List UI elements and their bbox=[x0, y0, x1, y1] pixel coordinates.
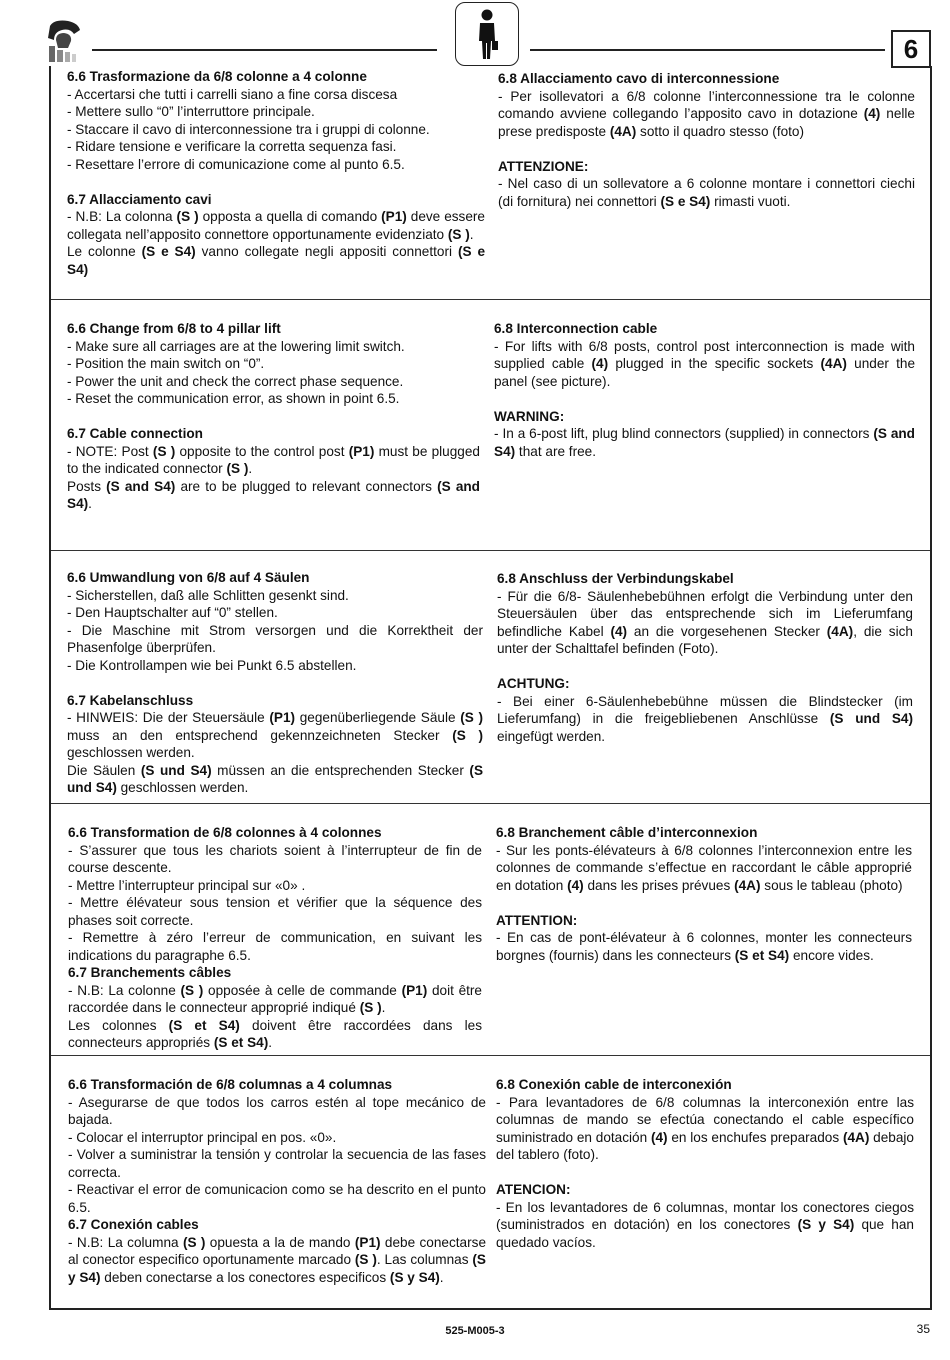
instruction-paragraph: - Für die 6/8- Säulenhebebühnen erfolgt die Verbindung unter den Steuersäulen über das entsprechende sich im Lieferumfang befindliche Kabel (4) an die vorgesehenen Stecker (4A), die sich unter der Schalttafel befinden (Foto). bbox=[497, 588, 913, 656]
instruction-paragraph: Posts (S and S4) are to be plugged to relevant connectors (S and S4). bbox=[67, 478, 480, 511]
instruction-paragraph: - For lifts with 6/8 posts, control post interconnection is made with supplied cable (4) plugged in the specific sockets (4A) under the panel (see picture). bbox=[494, 338, 916, 389]
instruction-line: - Position the main switch on “0”. bbox=[67, 356, 265, 371]
instruction-line: - Remettre à zéro l’erreur de communication, en suivant les indications du paragraphe 6.5. bbox=[68, 930, 482, 963]
english-left-column bbox=[67, 320, 480, 513]
warning-heading: ATTENZIONE: bbox=[498, 158, 589, 174]
spanish-left-column bbox=[68, 1076, 486, 1286]
instruction-line: - Resettare l’errore di comunicazione come al punto 6.5. bbox=[67, 156, 405, 172]
italian-right-column bbox=[498, 70, 915, 210]
warning-text: - En cas de pont-élévateur à 6 colonnes, monter les connecteurs borgnes (fournis) dans les connecteurs (S et S4) encore vides. bbox=[496, 930, 912, 963]
instruction-line: - Make sure all carriages are at the lowering limit switch. bbox=[67, 338, 405, 354]
chapter-number: 6 bbox=[891, 30, 931, 68]
instruction-line: - Mettere sullo “0” l’interruttore principale. bbox=[67, 104, 315, 119]
warning-text: - En los levantadores de 6 columnas, montar los conectores ciegos (suministrados en dotación) en los conectores (S y S4) que han quedado vacíos. bbox=[496, 1199, 914, 1250]
german-left-column bbox=[67, 569, 483, 797]
instruction-paragraph: - NOTE: Post (S ) opposite to the control post (P1) must be plugged to the indicated connector (S ). bbox=[67, 443, 480, 476]
instruction-line: - Accertarsi che tutti i carrelli siano a fine corsa discesa bbox=[67, 86, 398, 102]
spanish-right-column bbox=[496, 1076, 914, 1251]
german-right-column bbox=[497, 570, 913, 745]
english-right-column bbox=[494, 320, 915, 460]
section-heading: 6.6 Change from 6/8 to 4 pillar lift bbox=[67, 321, 281, 336]
instruction-paragraph: - N.B: La colonna (S ) opposta a quella di comando (P1) deve essere collegata nell’apposito connettore opportunamente evidenziato (S ). bbox=[67, 209, 485, 242]
instruction-line: - Asegurarse de que todos los carros estén al tope mecánico de bajada. bbox=[68, 1094, 486, 1127]
instruction-paragraph: Le colonne (S e S4) vanno collegate negli appositi connettori (S e S4) bbox=[67, 244, 486, 277]
instruction-paragraph: Die Säulen (S und S4) müssen an die entsprechenden Stecker (S und S4) geschlossen werden. bbox=[67, 762, 484, 795]
instruction-paragraph: - Para levantadores de 6/8 columnas la interconexión entre las columnas de mando se efectúa conectando el cable específico suministrado en dotación (4) en los enchufes preparados (4A) debajo del tablero (foto). bbox=[496, 1094, 914, 1162]
header-rule-right bbox=[530, 49, 885, 51]
operator-box bbox=[455, 2, 519, 66]
french-left-column bbox=[68, 824, 482, 1052]
italian-left-column bbox=[67, 68, 485, 278]
section-heading: 6.7 Conexión cables bbox=[68, 1217, 199, 1232]
section-heading: 6.7 Cable connection bbox=[67, 426, 203, 441]
instruction-paragraph: - Per isollevatori a 6/8 colonne l’interconnessione tra le colonne comando avviene collegando l’apposito cavo in dotazione (4) nelle prese predisposte (4A) sotto il quadro stesso (foto) bbox=[498, 88, 915, 139]
instruction-line: - Volver a suministrar la tensión y controlar la secuencia de las fases correcta. bbox=[68, 1147, 486, 1180]
instruction-line: - Ridare tensione e verificare la corretta sequenza fasi. bbox=[67, 139, 397, 154]
section-divider bbox=[51, 1055, 930, 1056]
instruction-line: - Mettre l’interrupteur principal sur «0» . bbox=[68, 877, 306, 893]
section-heading: 6.6 Transformación de 6/8 columnas a 4 columnas bbox=[68, 1077, 393, 1092]
instruction-line: - Mettre élévateur sous tension et vérifier que la séquence des phases soit correcte. bbox=[68, 895, 482, 928]
section-heading: 6.8 Interconnection cable bbox=[494, 321, 658, 336]
warning-heading: ATENCION: bbox=[496, 1182, 571, 1197]
section-heading: 6.8 Allacciamento cavo di interconnessione bbox=[498, 71, 780, 86]
section-heading: 6.6 Transformation de 6/8 colonnes à 4 colonnes bbox=[68, 825, 382, 840]
page-number: 35 bbox=[916, 1322, 930, 1336]
warning-heading: WARNING: bbox=[494, 408, 565, 424]
instruction-paragraph: - HINWEIS: Die der Steuersäule (P1) gegenüberliegende Säule (S ) muss an den entsprechend gekennzeichneten Stecker (S ) geschlossen werden. bbox=[67, 710, 483, 760]
section-heading: 6.6 Umwandlung von 6/8 auf 4 Säulen bbox=[67, 570, 310, 585]
section-heading: 6.7 Branchements câbles bbox=[68, 965, 232, 980]
section-heading: 6.8 Branchement câble d’interconnexion bbox=[496, 825, 758, 840]
instruction-line: - Power the unit and check the correct phase sequence. bbox=[67, 373, 404, 389]
section-divider bbox=[51, 803, 930, 804]
instruction-line: - Reactivar el error de comunicacion como se ha descrito en el punto 6.5. bbox=[68, 1182, 486, 1215]
section-heading: 6.7 Kabelanschluss bbox=[67, 692, 194, 708]
section-heading: 6.8 Anschluss der Verbindungskabel bbox=[497, 571, 734, 586]
section-heading: 6.8 Conexión cable de interconexión bbox=[496, 1077, 732, 1092]
section-heading: 6.7 Allacciamento cavi bbox=[67, 191, 212, 207]
instruction-paragraph: - N.B: La columna (S ) opuesta a la de mando (P1) debe conectarse al conector especifico oportunamente marcado (S ). Las columnas (S y S4) deben conectarse a los conectores especificos (S y S4). bbox=[68, 1234, 486, 1285]
instruction-line: - Reset the communication error, as shown in point 6.5. bbox=[67, 391, 400, 406]
warning-heading: ACHTUNG: bbox=[497, 676, 570, 691]
instruction-paragraph: - N.B: La colonne (S ) opposée à celle de commande (P1) doit être raccordée dans le connecteur approprié indiqué (S ). bbox=[68, 982, 482, 1015]
warning-text: - Bei einer 6-Säulenhebebühne müssen die Blindstecker (im Lieferumfang) in die freigebliebenen Anschlüsse (S und S4) eingefügt werden. bbox=[497, 693, 913, 744]
operator-person-icon bbox=[456, 3, 518, 65]
section-divider bbox=[51, 550, 930, 551]
instruction-paragraph: Les colonnes (S et S4) doivent être raccordées dans les connecteurs appropriés (S et S4). bbox=[68, 1017, 483, 1050]
instruction-line: - Colocar el interruptor principal en pos. «0». bbox=[68, 1129, 337, 1145]
instruction-line: - Den Hauptschalter auf “0” stellen. bbox=[67, 605, 278, 620]
instruction-line: - Die Maschine mit Strom versorgen und die Korrektheit der Phasenfolge überprüfen. bbox=[67, 622, 483, 655]
document-code: 525-M005-3 bbox=[445, 1325, 505, 1337]
header-rule-left bbox=[92, 49, 437, 51]
warning-heading: ATTENTION: bbox=[496, 912, 578, 928]
warning-text: - In a 6-post lift, plug blind connectors (supplied) in connectors (S and S4) that are free. bbox=[494, 426, 915, 459]
instruction-line: - Staccare il cavo di interconnessione tra i gruppi di colonne. bbox=[67, 121, 430, 137]
instruction-line: - Sicherstellen, daß alle Schlitten gesenkt sind. bbox=[67, 587, 349, 603]
warning-text: - Nel caso di un sollevatore a 6 colonne montare i connettori ciechi (di fornitura) nei connettori (S e S4) rimasti vuoti. bbox=[498, 176, 915, 209]
brand-logo-icon bbox=[44, 18, 86, 64]
french-right-column bbox=[496, 824, 912, 964]
instruction-paragraph: - Sur les ponts-élévateurs à 6/8 colonnes l’interconnexion entre les colonnes de commande s’effectue en raccordant le câble approprié en dotation (4) dans les prises prévues (4A) sous le tableau (photo) bbox=[496, 842, 912, 893]
section-divider bbox=[51, 299, 930, 300]
instruction-line: - Die Kontrollampen wie bei Punkt 6.5 abstellen. bbox=[67, 657, 357, 673]
instruction-line: - S’assurer que tous les chariots soient à l’interrupteur de fin de course descente. bbox=[68, 842, 482, 875]
section-heading: 6.6 Trasformazione da 6/8 colonne a 4 colonne bbox=[67, 69, 367, 84]
